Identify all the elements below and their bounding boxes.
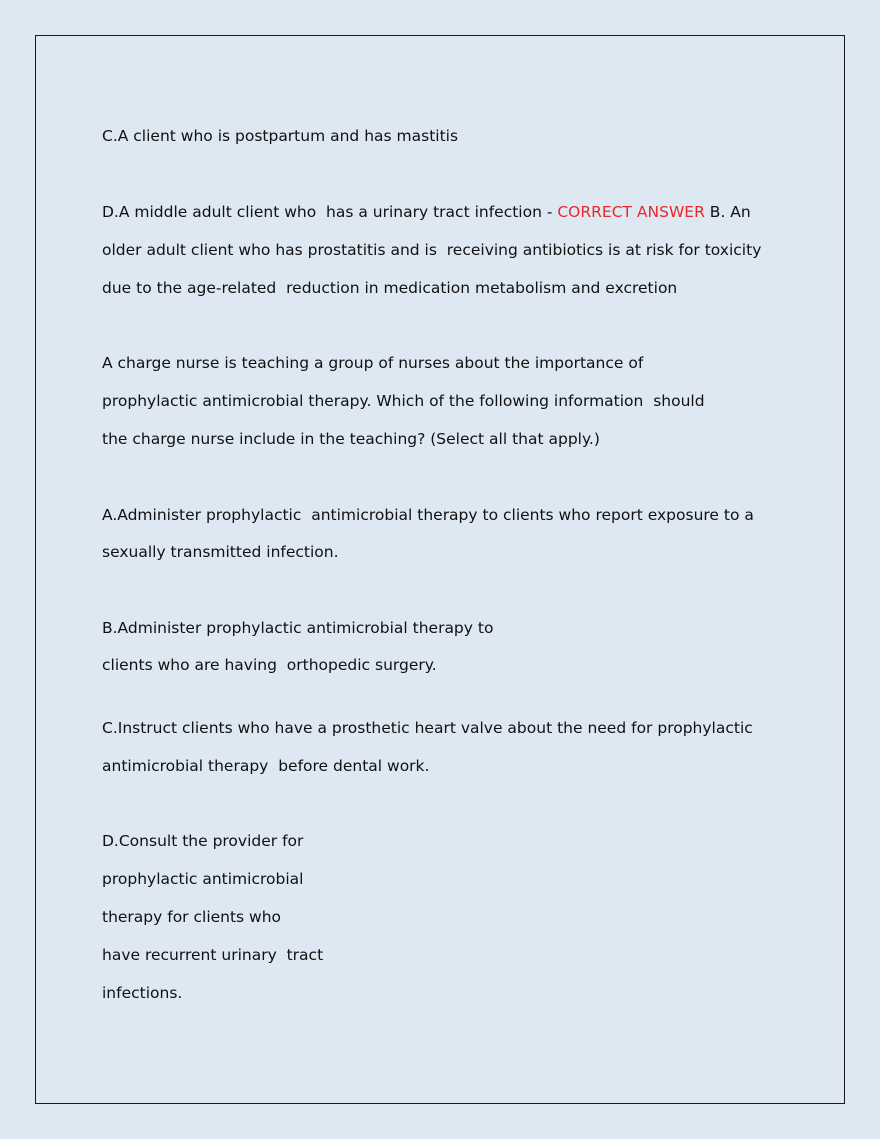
option-a-line-1: A.Administer prophylactic antimicrobial therapy to clients who report exposure to a: [102, 506, 754, 524]
prev-option-d-text: D.A middle adult client who has a urinary tract infection -: [102, 203, 558, 221]
correct-answer-label: CORRECT ANSWER: [557, 203, 705, 221]
option-d-line-3: therapy for clients who: [102, 908, 282, 926]
question-stem-line-1: A charge nurse is teaching a group of nurses about the importance of: [102, 354, 644, 372]
option-b-line-1: B.Administer prophylactic antimicrobial therapy to: [102, 619, 494, 637]
page-border: [35, 35, 845, 1104]
option-d-line-1: D.Consult the provider for: [102, 832, 304, 850]
rationale-start: B. An: [704, 203, 751, 221]
option-d-line-4: have recurrent urinary tract: [102, 946, 324, 964]
question-stem-line-2: prophylactic antimicrobial therapy. Which of the following information should: [102, 392, 705, 410]
prev-option-c-text: C.A client who is postpartum and has mastitis: [102, 127, 459, 145]
prev-option-d-answer-line: [102, 202, 751, 222]
prev-option-c: [102, 126, 458, 146]
question-stem-line-3: the charge nurse include in the teaching? (Select all that apply.): [102, 430, 600, 448]
rationale-line-2: older adult client who has prostatitis and is receiving antibiotics is at risk for toxicity: [102, 241, 762, 259]
rationale-line-3: due to the age-related reduction in medication metabolism and excretion: [102, 279, 678, 297]
option-d-line-2: prophylactic antimicrobial: [102, 870, 304, 888]
option-c-line-2: antimicrobial therapy before dental work.: [102, 757, 430, 775]
option-a-line-2: sexually transmitted infection.: [102, 543, 339, 561]
option-c-line-1: C.Instruct clients who have a prosthetic heart valve about the need for prophylactic: [102, 719, 753, 737]
option-b-line-2: clients who are having orthopedic surgery.: [102, 656, 437, 674]
option-d-line-5: infections.: [102, 984, 183, 1002]
